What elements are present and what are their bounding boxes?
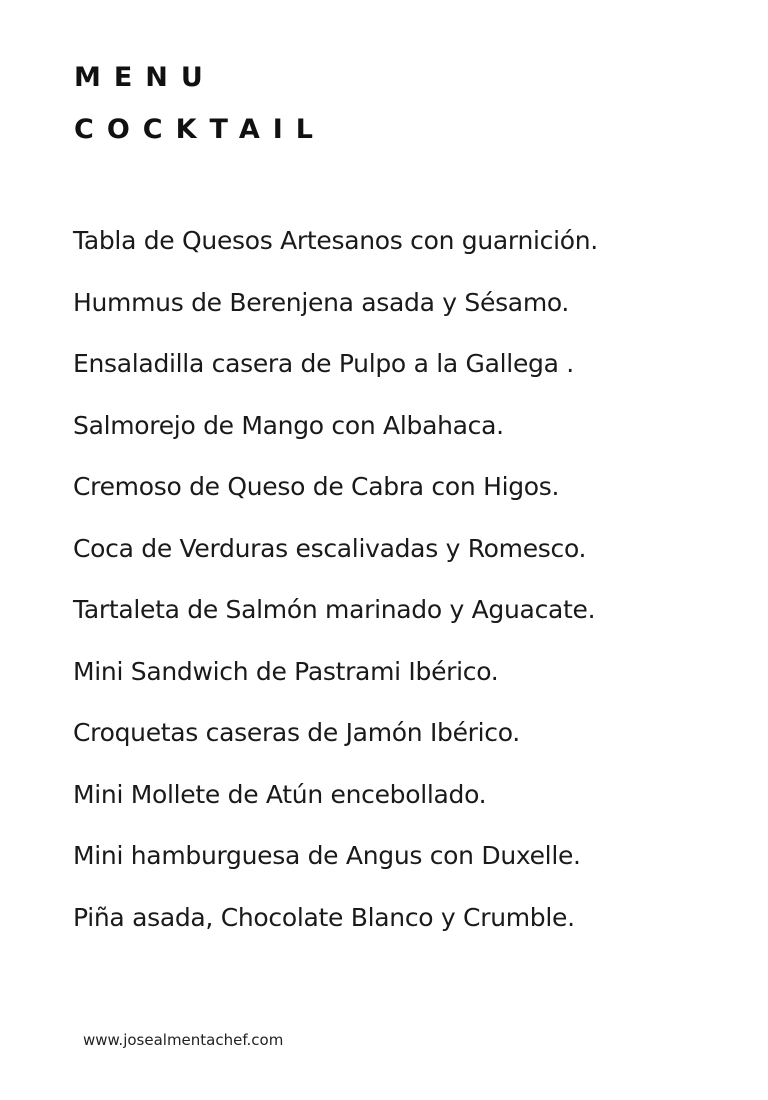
menu-item: Croquetas caseras de Jamón Ibérico. bbox=[73, 718, 520, 747]
menu-list bbox=[73, 210, 598, 948]
title-line-menu: MENU bbox=[74, 62, 216, 93]
title-line-cocktail: COCKTAIL bbox=[74, 114, 326, 145]
menu-item: Ensaladilla casera de Pulpo a la Gallega . bbox=[73, 349, 574, 378]
menu-item: Tabla de Quesos Artesanos con guarnición. bbox=[73, 226, 598, 255]
menu-item: Tartaleta de Salmón marinado y Aguacate. bbox=[73, 595, 596, 624]
menu-item: Salmorejo de Mango con Albahaca. bbox=[73, 410, 504, 440]
menu-item: Mini hamburguesa de Angus con Duxelle. bbox=[73, 841, 581, 870]
menu-title bbox=[74, 52, 326, 156]
menu-item: Hummus de Berenjena asada y Sésamo. bbox=[73, 287, 570, 317]
footer-website: www.josealmentachef.com bbox=[83, 1031, 284, 1049]
menu-item: Mini Sandwich de Pastrami Ibérico. bbox=[73, 656, 499, 686]
menu-item: Cremoso de Queso de Cabra con Higos. bbox=[73, 472, 560, 501]
menu-item: Coca de Verduras escalivadas y Romesco. bbox=[73, 533, 587, 563]
menu-item: Piña asada, Chocolate Blanco y Crumble. bbox=[73, 902, 575, 932]
menu-item: Mini Mollete de Atún encebollado. bbox=[73, 779, 487, 809]
